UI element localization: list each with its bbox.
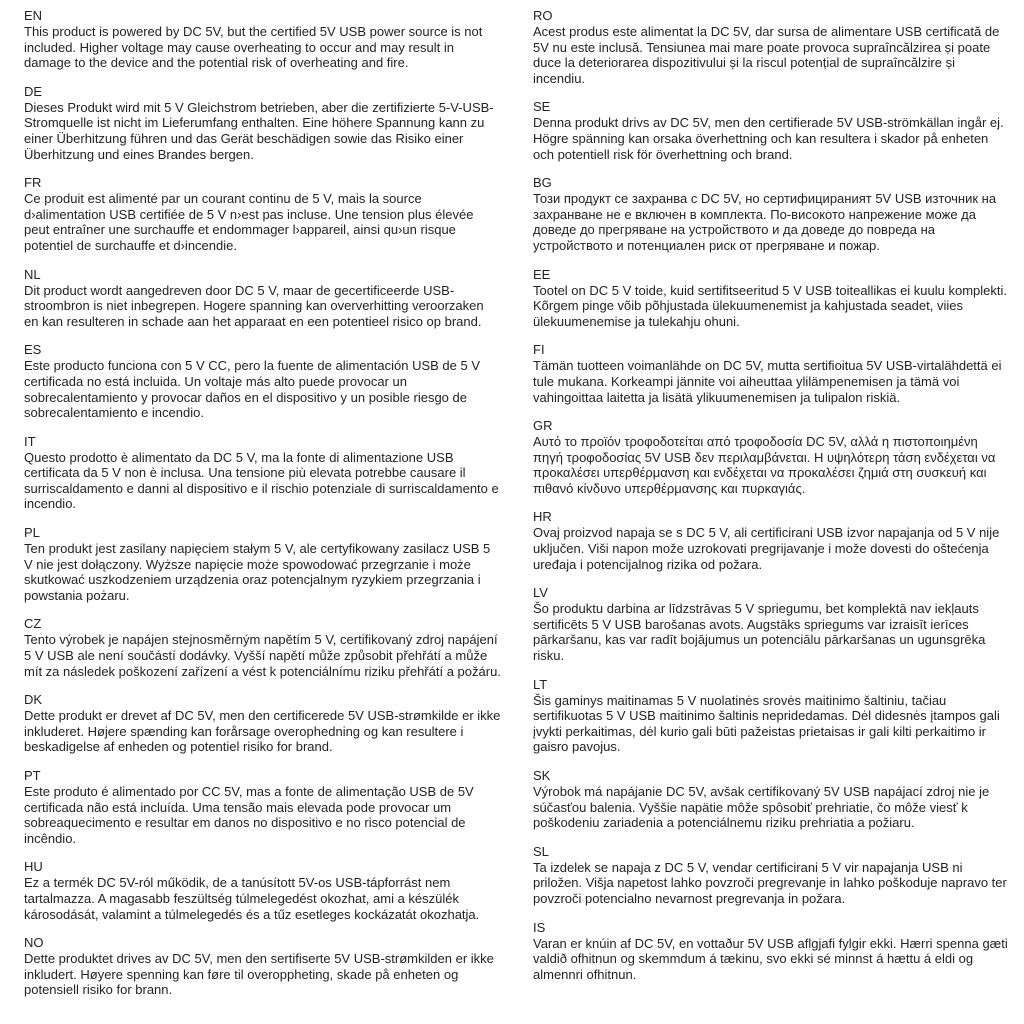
section-pt bbox=[24, 768, 501, 846]
warning-text-pt: Este produto é alimentado por CC 5V, mas a fonte de alimentação USB de 5V certificada não está incluída. Uma tensão mais elevada pode provocar um sobreaquecimento e resultar em danos no dispositivo e no risco potencial de incêndio. bbox=[24, 784, 474, 846]
language-code-is: IS bbox=[533, 919, 546, 935]
section-ee bbox=[533, 267, 1010, 330]
language-code-hu: HU bbox=[24, 859, 43, 875]
section-sk bbox=[533, 768, 1010, 831]
language-code-hr: HR bbox=[533, 509, 552, 525]
language-code-fr: FR bbox=[24, 175, 42, 191]
section-pl bbox=[24, 525, 501, 603]
language-code-pt: PT bbox=[24, 768, 41, 783]
language-code-en: EN bbox=[24, 8, 43, 23]
section-fi bbox=[533, 342, 1010, 405]
language-code-se: SE bbox=[533, 99, 551, 115]
warning-text-se: Denna produkt drivs av DC 5V, men den certifierade 5V USB-strömkällan ingår ej. Högre spänning kan orsaka överhettning och kan resultera i skador på enheten och potentiell risk för överhettning och brand. bbox=[533, 115, 1004, 162]
language-code-no: NO bbox=[24, 935, 44, 951]
warning-text-hu: Ez a termék DC 5V-ról működik, de a tanúsított 5V-os USB-tápforrást nem tartalmazza. A magasabb feszültség túlmelegedést okozhat, ami a készülék károsodását, valamint a túlmelegedés és a tűz esetleges kockázatát okozhatja. bbox=[24, 875, 480, 922]
language-code-gr: GR bbox=[533, 418, 553, 434]
section-se bbox=[533, 99, 1010, 162]
left-column bbox=[24, 8, 501, 1024]
language-code-it: IT bbox=[24, 433, 36, 449]
warning-text-cz: Tento výrobek je napájen stejnosměrným napětím 5 V, certifikovaný zdroj napájení 5 V USB ale není součástí dodávky. Vyšší napětí může způsobit přehřátí a může mít za následek poškození zařízení a vést k potenciálnímu riziku přehřátí a požáru. bbox=[24, 632, 501, 679]
warning-text-dk: Dette produkt er drevet af DC 5V, men den certificerede 5V USB-strømkilde er ikke inkluderet. Højere spænding kan forårsage overophedning og kan resultere i beskadigelse af enheden og potentiel risiko for brand. bbox=[24, 708, 501, 755]
warning-text-es: Este producto funciona con 5 V CC, pero la fuente de alimentación USB de 5 V certificada no está incluida. Un voltaje más alto puede provocar un sobrecalentamiento y provocar daños en el dispositivo y un posible riesgo de sobrecalentamiento e incendio. bbox=[24, 358, 480, 421]
section-de bbox=[24, 84, 501, 162]
section-dk bbox=[24, 692, 501, 755]
warning-text-hr: Ovaj proizvod napaja se s DC 5 V, ali certificirani USB izvor napajanja od 5 V nije uključen. Viši napon može uzrokovati pregrijavanje i može dovesti do oštećenja uređaja i potencijalnog rizika od požara. bbox=[533, 525, 1000, 572]
warning-text-no: Dette produktet drives av DC 5V, men den sertifiserte 5V USB-strømkilden er ikke inkludert. Høyere spenning kan føre til overoppheting, skade på enheten og potensiell risiko for brann. bbox=[24, 951, 494, 998]
section-es bbox=[24, 342, 501, 420]
section-lv bbox=[533, 585, 1010, 663]
section-hu bbox=[24, 859, 501, 922]
section-cz bbox=[24, 616, 501, 679]
section-fr bbox=[24, 175, 501, 253]
warning-text-lt: Šis gaminys maitinamas 5 V nuolatinės srovės maitinimo šaltiniu, tačiau sertifikuotas 5 V USB maitinimo šaltinis nepridedamas. Dėl didesnės įtampos gali įvykti perkaitimas, dėl kurio gali būti pažeistas prietaisas ir gali kilti perkaitimo ir gaisro pavojus. bbox=[533, 692, 1000, 755]
section-en bbox=[24, 8, 501, 71]
section-sl bbox=[533, 844, 1010, 907]
right-column bbox=[533, 8, 1010, 1024]
language-code-pl: PL bbox=[24, 525, 40, 541]
warning-text-gr: Αυτό το προϊόν τροφοδοτείται από τροφοδοσία DC 5V, αλλά η πιστοποιημένη πηγή τροφοδοσίας 5V USB δεν περιλαμβάνεται. Η υψηλότερη τάση ενδέχεται να προκαλέσει υπερθέρμανση και ενδέχεται να προκαλέσει ζημιά στη συσκευή και πιθανό κίνδυνο υπερθέρμανσης και πυρκαγιάς. bbox=[533, 434, 996, 496]
section-it bbox=[24, 434, 501, 512]
warning-text-sl: Ta izdelek se napaja z DC 5 V, vendar certificirani 5 V vir napajanja USB ni priložen. Višja napetost lahko povzroči pregrevanje in lahko poškoduje napravo ter povzroči potencialno nevarnost pregrevanja in požara. bbox=[533, 859, 1007, 906]
section-lt bbox=[533, 677, 1010, 755]
section-no bbox=[24, 935, 501, 998]
section-bg bbox=[533, 175, 1010, 253]
language-code-fi: FI bbox=[533, 342, 545, 358]
language-code-sl: SL bbox=[533, 843, 549, 859]
language-code-es: ES bbox=[24, 342, 42, 358]
section-nl bbox=[24, 267, 501, 330]
section-ro bbox=[533, 8, 1010, 86]
warning-text-ro: Acest produs este alimentat la DC 5V, dar sursa de alimentare USB certificată de 5V nu este inclusă. Tensiunea mai mare poate provoca supraîncălzirea și poate duce la deteriorarea dispozitivului și la riscul potențial de supraîncălzire și incendiu. bbox=[533, 24, 1000, 86]
language-code-bg: BG bbox=[533, 175, 552, 191]
warning-text-sk: Výrobok má napájanie DC 5V, avšak certifikovaný 5V USB napájací zdroj nie je súčasťou balenia. Vyššie napätie môže spôsobiť prehriatie, čo môže viesť k poškodeniu zariadenia a potenciálnemu riziku prehriatia a požiaru. bbox=[533, 784, 990, 831]
language-code-sk: SK bbox=[533, 768, 551, 783]
language-code-dk: DK bbox=[24, 692, 43, 708]
warning-text-nl: Dit product wordt aangedreven door DC 5 V, maar de gecertificeerde USB-stroombron is niet inbegrepen. Hogere spanning kan oververhitting veroorzaken en kan resulteren in schade aan het apparaat en een potentieel risico op brand. bbox=[24, 282, 484, 329]
warning-text-de: Dieses Produkt wird mit 5 V Gleichstrom betrieben, aber die zertifizierte 5-V-USB-Stromquelle ist nicht im Lieferumfang enthalten. Eine höhere Spannung kann zu einer Überhitzung führen und das Gerät beschädigen sowie das Risiko einer Überhitzung und eines Brandes bergen. bbox=[24, 99, 494, 162]
language-code-ee: EE bbox=[533, 266, 551, 282]
section-is bbox=[533, 920, 1010, 983]
warning-text-it: Questo prodotto è alimentato da DC 5 V, ma la fonte di alimentazione USB certificata da 5 V non è inclusa. Una tensione più elevata potrebbe causare il surriscaldamento e danni al dispositivo e il rischio potenziale di surriscaldamento e incendio. bbox=[24, 449, 499, 512]
language-code-ro: RO bbox=[533, 8, 553, 23]
warning-text-bg: Този продукт се захранва с DC 5V, но сертифицираният 5V USB източник на захранване не е включен в комплекта. По-високото напрежение може да доведе до прегряване на устройството и да доведе до повреда на устройството и потенциален риск от прегряване и пожар. bbox=[533, 191, 997, 253]
language-code-cz: CZ bbox=[24, 616, 42, 632]
language-code-nl: NL bbox=[24, 266, 41, 282]
warning-text-lv: Šo produktu darbina ar līdzstrāvas 5 V spriegumu, bet komplektā nav iekļauts sertificēts 5 V USB barošanas avots. Augstāks spriegums var izraisīt ierīces pārkaršanu, kas var radīt bojājumus un potenciālu pārkaršanas un ugunsgrēka risku. bbox=[533, 601, 986, 664]
warning-text-fr: Ce produit est alimenté par un courant continu de 5 V, mais la source d›alimentation USB certifiée de 5 V n›est pas incluse. Une tension plus élevée peut entraîner une surchauffe et endommager l›appareil, ainsi qu›un risque potentiel de surchauffe et d›incendie. bbox=[24, 191, 474, 253]
language-code-lt: LT bbox=[533, 676, 548, 692]
section-hr bbox=[533, 509, 1010, 572]
warning-text-ee: Tootel on DC 5 V toide, kuid sertifitseeritud 5 V USB toiteallikas ei kuulu komplekti. Kõrgem pinge võib põhjustada ülekuumenemist ja kahjustada seadet, viies ülekuumenemise ja tulekahju ohuni. bbox=[533, 282, 1008, 329]
language-code-de: DE bbox=[24, 83, 43, 99]
warning-text-fi: Tämän tuotteen voimanlähde on DC 5V, mutta sertifioitua 5V USB-virtalähdettä ei tule mukana. Korkeampi jännite voi aiheuttaa ylilämpenemisen ja tämä voi vahingoittaa laitetta ja lisätä ylikuumenemisen ja tulipalon riskiä. bbox=[533, 358, 1002, 405]
warning-text-is: Varan er knúin af DC 5V, en vottaður 5V USB aflgjafi fylgir ekki. Hærri spenna gæti valdið ofhitnun og skemmdum á tækinu, svo ekki sé minnst á hættu á eldi og almennri ofhitnun. bbox=[533, 935, 1008, 982]
warning-text-pl: Ten produkt jest zasilany napięciem stałym 5 V, ale certyfikowany zasilacz USB 5 V nie jest dołączony. Wyższe napięcie może spowodować przegrzanie i może skutkować uszkodzeniem urządzenia oraz potencjalnym ryzykiem przegrzania i powstania pożaru. bbox=[24, 541, 491, 603]
warning-text-en: This product is powered by DC 5V, but the certified 5V USB power source is not included. Higher voltage may cause overheating to occur and may result in damage to the device and the potential risk of overheating and fire. bbox=[24, 24, 483, 71]
language-code-lv: LV bbox=[533, 585, 548, 601]
section-gr bbox=[533, 418, 1010, 496]
